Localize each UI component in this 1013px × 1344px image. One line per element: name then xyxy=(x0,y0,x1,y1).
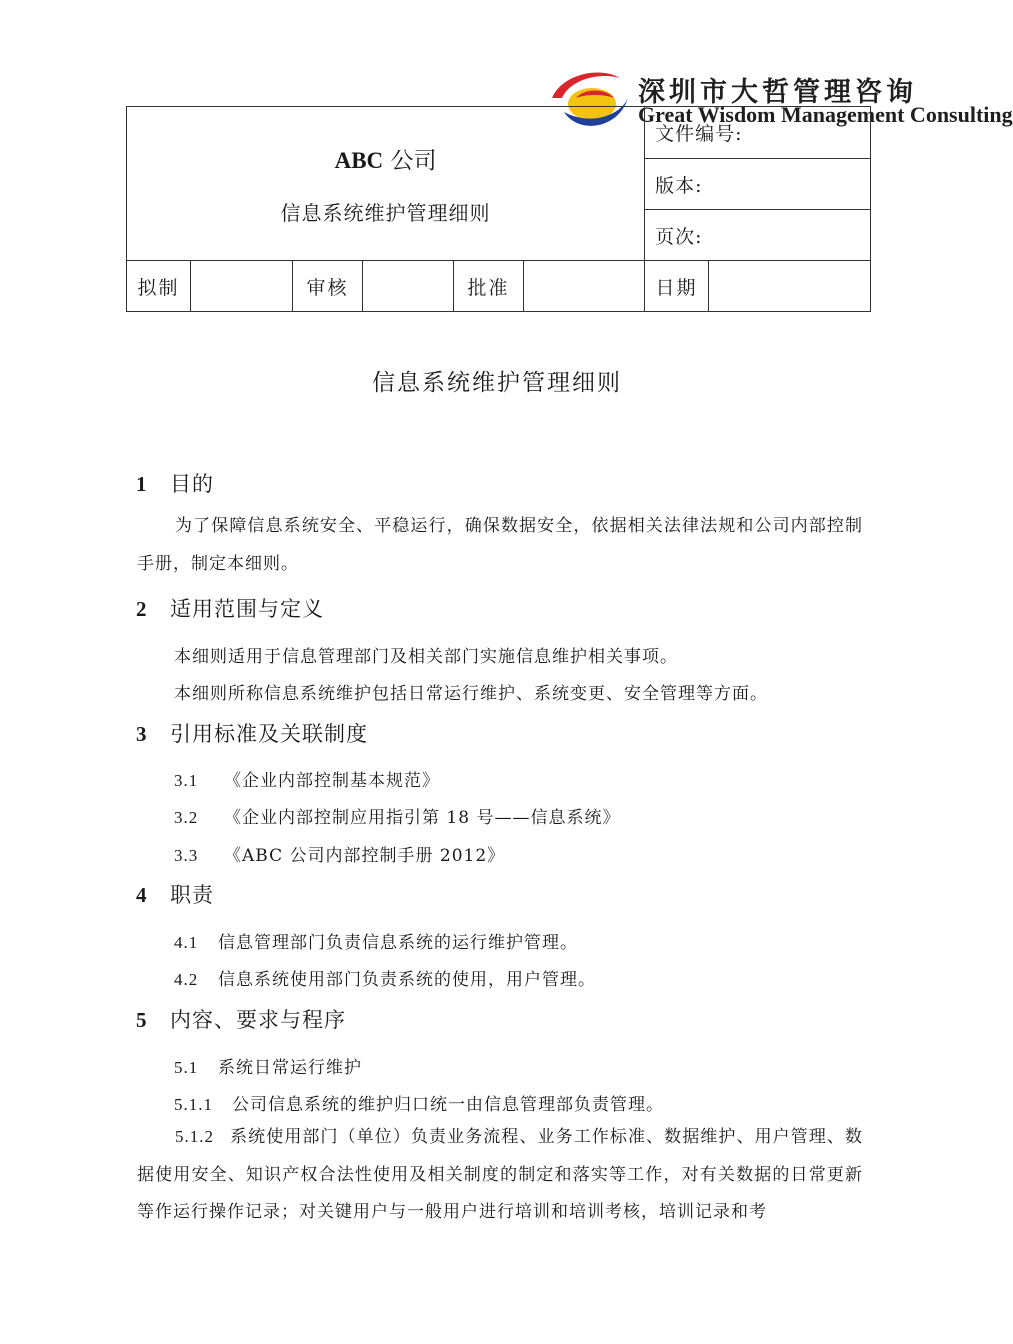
approved-value-cell xyxy=(524,261,645,312)
section-1-heading: 1 目的 xyxy=(136,472,214,496)
document-header-table xyxy=(126,106,871,312)
section-2-heading: 2 适用范围与定义 xyxy=(136,597,324,621)
section-2-paragraph-1: 本细则适用于信息管理部门及相关部门实施信息维护相关事项。 xyxy=(174,647,678,667)
reference-item: 3.3 《ABC 公司内部控制手册 2012》 xyxy=(174,846,506,866)
reviewed-value-cell xyxy=(363,261,454,312)
reference-item: 3.2 《企业内部控制应用指引第 18 号——信息系统》 xyxy=(174,808,621,828)
date-value-cell xyxy=(709,261,871,312)
section-3-heading: 3 引用标准及关联制度 xyxy=(136,722,368,746)
header-document-name: 信息系统维护管理细则 xyxy=(280,200,491,225)
reference-item: 3.1 《企业内部控制基本规范》 xyxy=(174,771,440,791)
document-title: 信息系统维护管理细则 xyxy=(372,370,622,396)
company-name: ABC 公司 xyxy=(334,147,437,174)
section-2-paragraph-2: 本细则所称信息系统维护包括日常运行维护、系统变更、安全管理等方面。 xyxy=(174,684,768,704)
date-label: 日期 xyxy=(645,261,709,312)
file-number-cell: 文件编号: xyxy=(645,107,871,159)
drafted-value-cell xyxy=(191,261,293,312)
section-1-body: 为了保障信息系统安全、平稳运行，确保数据安全，依据相关法律法规和公司内部控制手册，制定本细则。 xyxy=(137,516,863,574)
logo-english-text: Great Wisdom Management Consulting xyxy=(638,102,1013,127)
subsection-5-1: 5.1 系统日常运行维护 xyxy=(174,1058,362,1078)
section-4-heading: 4 职责 xyxy=(136,883,214,907)
drafted-label: 拟制 xyxy=(127,261,191,312)
version-cell: 版本: xyxy=(645,159,871,210)
responsibility-item: 4.2 信息系统使用部门负责系统的使用，用户管理。 xyxy=(174,970,596,990)
logo-chinese-text: 深圳市大哲管理咨询 xyxy=(638,77,917,108)
reviewed-label: 审核 xyxy=(293,261,363,312)
clause-5-1-1: 5.1.1 公司信息系统的维护归口统一由信息管理部负责管理。 xyxy=(174,1095,664,1115)
approved-label: 批准 xyxy=(454,261,524,312)
company-cell xyxy=(127,107,645,261)
clause-5-1-2: 5.1.2 系统使用部门（单位）负责业务流程、业务工作标准、数据维护、用户管理、数据使用安全、知识产权合法性使用及相关制度的制定和落实等工作，对有关数据的日常更新等作运行操作记录；对关键用户与一般用户进行培训和培训考核，培训记录和考 xyxy=(137,1127,863,1222)
page-number-cell: 页次: xyxy=(645,210,871,261)
section-5-heading: 5 内容、要求与程序 xyxy=(136,1008,346,1032)
responsibility-item: 4.1 信息管理部门负责信息系统的运行维护管理。 xyxy=(174,933,578,953)
